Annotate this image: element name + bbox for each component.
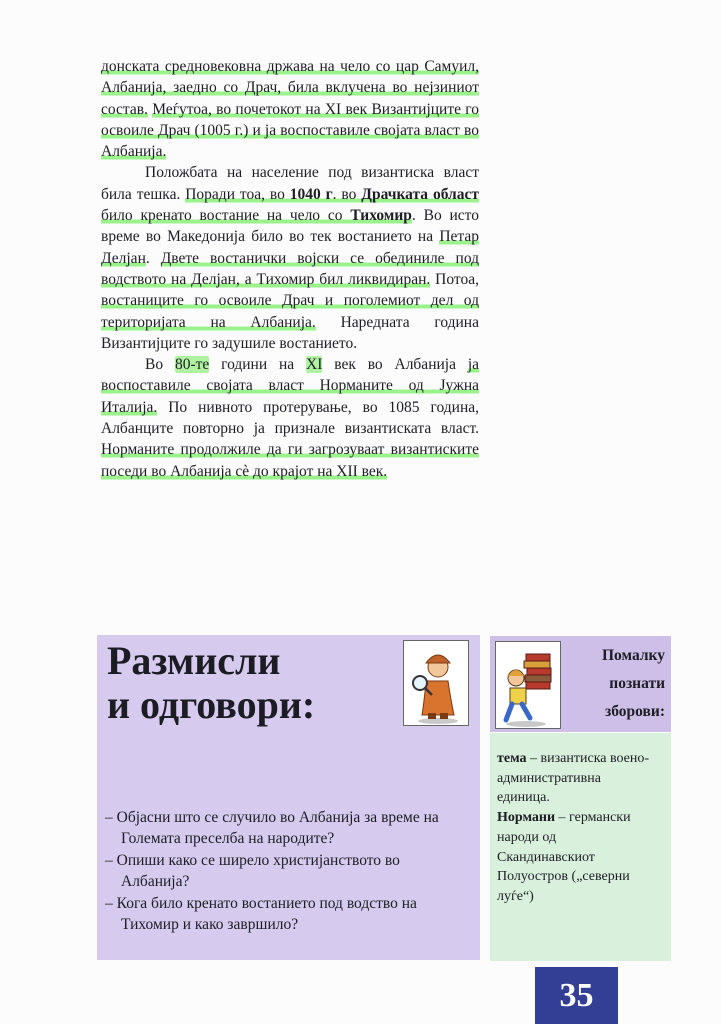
underlined-sentence: Двете востанички војски се обединиле под водството на Делјан, а Тихомир бил ликвидиран.: [101, 249, 480, 288]
think-box-title: [107, 639, 315, 727]
text-run: Положбата на население под византиска власт била тешка.: [101, 164, 479, 203]
think-and-answer-box: [97, 635, 480, 960]
body-text: [101, 56, 479, 482]
glossary-definition: – германски народи од Скандинавскиот Полуостров („северни луѓе“): [497, 810, 631, 904]
glossary-term: тема: [497, 751, 527, 766]
glossary-definition: – византиска воено-административна единица.: [497, 751, 650, 806]
text-run: години на: [209, 356, 307, 374]
kid-carrying-books-icon: [495, 641, 561, 729]
glossary-entry: [497, 749, 657, 808]
question-item: – Опиши како се ширело христијанството во Албанија?: [105, 851, 400, 891]
highlighted-text: 80-те: [174, 356, 210, 374]
glossary-body: [490, 733, 671, 961]
paragraph-2: [101, 162, 479, 354]
text-run: Потоа,: [430, 270, 479, 288]
highlighted-text: XI: [306, 356, 323, 374]
glossary-entry: [497, 808, 657, 907]
question-item: – Кога било кренато востанието под водство на Тихомир и како завршило?: [105, 894, 417, 934]
underlined-sentence: Меѓутоа, во почетокот на XI век Византијците го освоиле Драч (1005 г.) и ја воспоставиле својата власт во Албанија.: [101, 100, 479, 161]
underlined-sentence: ја воспоставиле својата власт Норманите од Јужна Италија.: [101, 356, 479, 416]
year-1040: 1040 г: [289, 185, 333, 203]
glossary-header: [490, 636, 671, 732]
underlined-sentence: востаниците го освоиле Драч и поголемиот дел од територијата на Албанија.: [101, 292, 479, 331]
underlined-sentence: донската средновековна држава на чело со цар Самуил, Албанија, заедно со Драч, била вклучена во нејзиниот состав.: [101, 58, 479, 118]
text-run: чело со: [289, 207, 351, 225]
text-run: Наредната година Византијците го задушиле востанието.: [101, 313, 479, 352]
text-run: .: [145, 249, 161, 267]
detective-with-magnifier-icon: [403, 640, 469, 726]
underlined-sentence: Норманите продолжиле да ги загрозуваат византиските поседи во Албанија сè до крајот на XII век.: [101, 441, 479, 480]
text-run: било кренато востание на: [101, 207, 290, 225]
text-run: По нивното протерување, во 1085 година, Албанците повторно ја признале византиската власт.: [101, 398, 479, 438]
leader-tihomir: Тихомир: [350, 207, 412, 225]
glossary-title-line-1: Помалку: [601, 647, 665, 664]
text-run: Во: [145, 356, 175, 374]
glossary-title-line-3: зборови:: [605, 703, 665, 720]
glossary-entries: [497, 749, 657, 907]
text-run: . во: [332, 185, 362, 203]
text-run: . Во исто време во Македонија било во тек востанието на: [101, 207, 480, 246]
think-title-line-2: и одговори:: [107, 682, 316, 727]
page-number: 35: [535, 967, 618, 1024]
question-list: [105, 807, 470, 935]
text-run: Поради тоа, во: [185, 185, 290, 203]
think-title-line-1: Размисли: [107, 638, 281, 683]
question-item: – Објасни што се случило во Албанија за време на Големата преселба на народите?: [105, 809, 439, 848]
glossary-title-line-2: познати: [609, 675, 665, 692]
paragraph-1: [101, 56, 479, 162]
glossary-term: Нормани: [497, 810, 556, 826]
paragraph-3: [101, 354, 479, 482]
drach-region: Драчката област: [361, 185, 479, 203]
underlined-text: Петар Делјан: [101, 228, 479, 267]
text-run: век во Албанија: [322, 356, 468, 374]
glossary-title: [565, 642, 665, 726]
